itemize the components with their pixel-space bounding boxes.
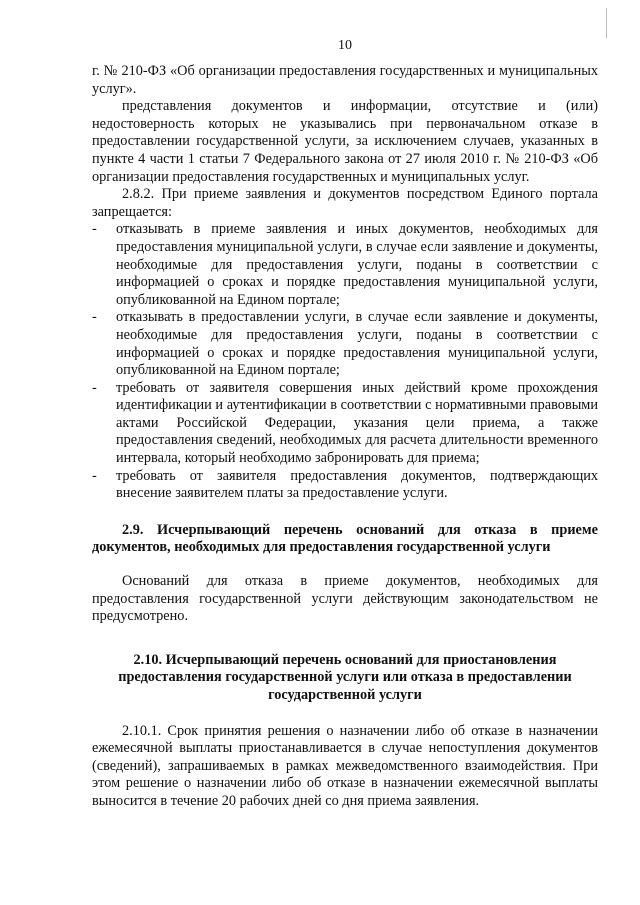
section-2-8-2-intro: 2.8.2. При приеме заявления и документов посредством Единого портала запрещается: xyxy=(92,186,598,220)
page-number: 10 xyxy=(338,38,352,53)
section-2-10-heading: 2.10. Исчерпывающий перечень оснований для приостановления предоставления государственной услуги или отказа в предоставлении государственной услуги xyxy=(118,651,572,703)
prohibitions-list xyxy=(92,221,598,503)
paragraph-documents: представления документов и информации, отсутствие и (или) недостоверность которых не указывались при первоначальном отказе в предоставлении государственной услуги, за исключением случаев, указанных в пункте 4 части 1 статьи 7 Федерального закона от 27 июля 2010 г. № 210-ФЗ «Об организации предоставления государственных и муниципальных услуг. xyxy=(92,98,598,185)
section-2-9-text: Оснований для отказа в приеме документов, необходимых для предоставления государственной услуги действующим законодательством не предусмотрено. xyxy=(92,573,598,625)
list-item: - отказывать в предоставлении услуги, в случае если заявление и документы, необходимые для предоставления услуги, поданы в соответствии с информацией о сроках и порядке предоставления муниципальной услуги, опубликованной на Едином портале; xyxy=(92,309,598,379)
law-reference-tail: г. № 210-ФЗ «Об организации предоставления государственных и муниципальных услуг». xyxy=(92,63,598,97)
list-item: - требовать от заявителя совершения иных действий кроме прохождения идентификации и аутентификации в соответствии с нормативными правовыми актами Российской Федерации, указания цели приема, а также предоставления сведений, необходимых для расчета длительности временного интервала, который необходимо забронировать для приема; xyxy=(92,380,598,468)
section-2-9-heading: 2.9. Исчерпывающий перечень оснований для отказа в приеме документов, необходимых для предоставления государственной услуги xyxy=(92,521,598,556)
document-body xyxy=(92,63,598,811)
section-2-10-text: 2.10.1. Срок принятия решения о назначении либо об отказе в назначении ежемесячной выплаты приостанавливается в случае непоступления документов (сведений), запрашиваемых в рамках межведомственного взаимодействия. При этом решение о назначении либо об отказе в назначении ежемесячной выплаты выносится в течение 20 рабочих дней со дня приема заявления. xyxy=(92,722,598,809)
page-edge-line xyxy=(606,8,607,38)
list-item: - отказывать в приеме заявления и иных документов, необходимых для предоставления муниципальной услуги, в случае если заявление и документы, необходимые для предоставления услуги, поданы в соответствии с информацией о сроках и порядке предоставления муниципальной услуги, опубликованной на Едином портале; xyxy=(92,221,598,309)
list-item: - требовать от заявителя предоставления документов, подтверждающих внесение заявителем платы за предоставление услуги. xyxy=(92,468,598,503)
